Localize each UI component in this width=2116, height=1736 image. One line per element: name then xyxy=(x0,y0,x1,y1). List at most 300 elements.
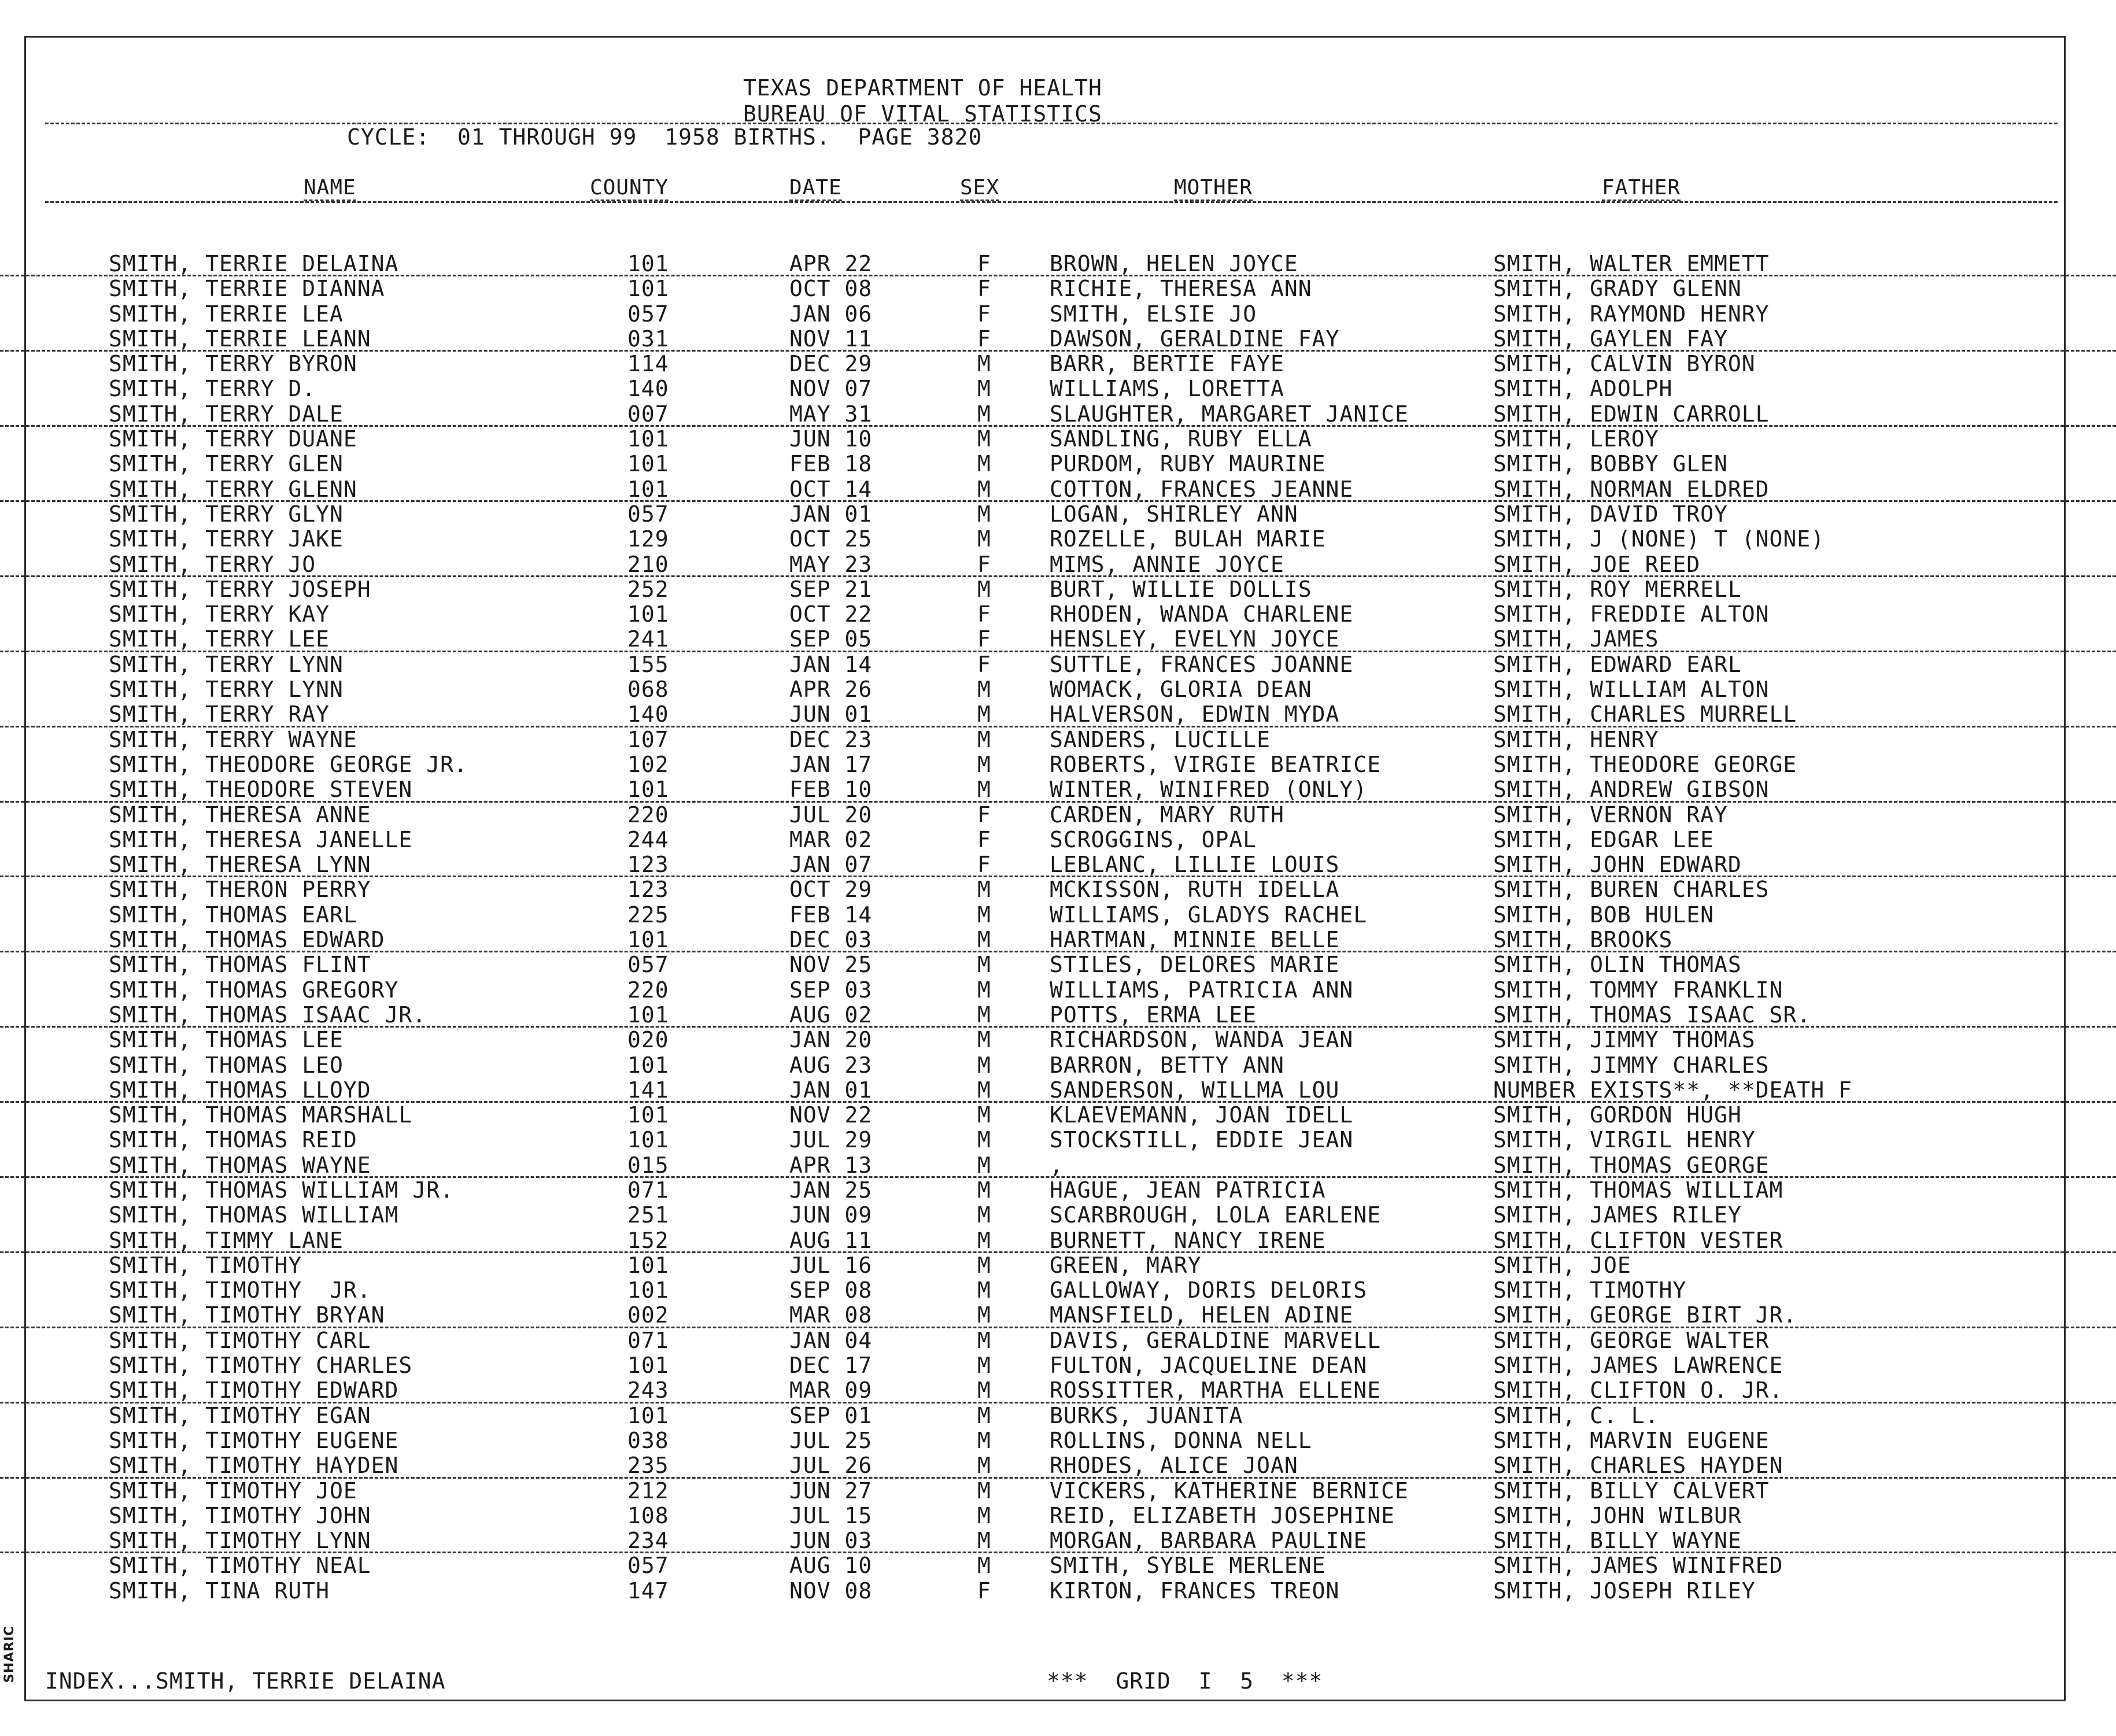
cell-mother: ROZELLE, BULAH MARIE xyxy=(1050,526,1326,552)
cycle-line: CYCLE: 01 THROUGH 99 1958 BIRTHS. PAGE 3820 xyxy=(347,124,983,150)
cell-county: 101 xyxy=(627,276,669,302)
cell-name: SMITH, THOMAS FLINT xyxy=(109,952,371,978)
cell-mother: ROSSITTER, MARTHA ELLENE xyxy=(1050,1377,1382,1403)
table-row xyxy=(0,302,2116,327)
cell-county: 101 xyxy=(627,1002,669,1028)
cell-mother: DAVIS, GERALDINE MARVELL xyxy=(1050,1327,1382,1353)
cell-county: 101 xyxy=(627,476,669,502)
cell-county: 002 xyxy=(627,1302,669,1328)
cell-date: OCT 08 xyxy=(789,276,873,302)
cell-name: SMITH, TERRY WAYNE xyxy=(109,726,357,752)
cell-mother: HAGUE, JEAN PATRICIA xyxy=(1050,1177,1326,1203)
cell-father: SMITH, BOBBY GLEN xyxy=(1493,451,1728,477)
table-row xyxy=(0,376,2116,401)
cell-father: SMITH, MARVIN EUGENE xyxy=(1493,1427,1770,1453)
cell-sex: M xyxy=(977,677,991,703)
cell-county: 068 xyxy=(627,677,669,703)
cell-sex: M xyxy=(977,877,991,903)
cell-sex: M xyxy=(977,1453,991,1479)
cell-name: SMITH, THERESA LYNN xyxy=(109,852,371,878)
cell-county: 140 xyxy=(627,701,669,727)
table-row xyxy=(0,978,2116,1003)
cell-date: DEC 17 xyxy=(789,1353,873,1379)
cell-father: SMITH, JIMMY CHARLES xyxy=(1493,1052,1770,1078)
cell-date: JUN 01 xyxy=(789,701,873,727)
cell-county: 107 xyxy=(627,726,669,752)
cell-date: MAR 02 xyxy=(789,826,873,852)
cell-sex: F xyxy=(977,852,991,878)
table-row xyxy=(0,1078,2116,1103)
column-header-rule xyxy=(45,201,2058,203)
cell-sex: M xyxy=(977,1502,991,1528)
cell-county: 101 xyxy=(627,251,669,276)
cell-father: SMITH, ANDREW GIBSON xyxy=(1493,777,1770,803)
cell-date: APR 13 xyxy=(789,1152,873,1178)
cell-sex: M xyxy=(977,1127,991,1153)
cell-date: FEB 10 xyxy=(789,777,873,803)
cell-father: SMITH, C. L. xyxy=(1493,1402,1659,1428)
table-row xyxy=(0,1253,2116,1278)
cell-county: 101 xyxy=(627,1052,669,1078)
cell-father: SMITH, J (NONE) T (NONE) xyxy=(1493,526,1825,552)
cell-father: SMITH, OLIN THOMAS xyxy=(1493,952,1742,978)
cell-father: SMITH, WALTER EMMETT xyxy=(1493,251,1770,276)
cell-mother: BARR, BERTIE FAYE xyxy=(1050,351,1284,377)
table-row xyxy=(0,552,2116,577)
cell-father: SMITH, EDGAR LEE xyxy=(1493,826,1715,852)
cell-father: SMITH, TIMOTHY xyxy=(1493,1277,1687,1303)
table-row xyxy=(0,1403,2116,1428)
cell-mother: BURNETT, NANCY IRENE xyxy=(1050,1227,1326,1253)
cell-father: SMITH, CALVIN BYRON xyxy=(1493,351,1756,377)
table-row xyxy=(0,1028,2116,1052)
cell-mother: RHODEN, WANDA CHARLENE xyxy=(1050,601,1354,627)
cell-father: SMITH, LEROY xyxy=(1493,426,1659,452)
cell-county: 102 xyxy=(627,751,669,777)
footer-grid: *** GRID I 5 *** xyxy=(1047,1668,1323,1694)
side-mark: SHARIC xyxy=(2,1626,17,1683)
cell-name: SMITH, THERESA ANNE xyxy=(109,801,371,828)
cell-county: 015 xyxy=(627,1152,669,1178)
cell-mother: HALVERSON, EDWIN MYDA xyxy=(1050,701,1340,727)
cell-mother: ROBERTS, VIRGIE BEATRICE xyxy=(1050,751,1382,777)
cell-sex: M xyxy=(977,1553,991,1579)
cell-mother: LEBLANC, LILLIE LOUIS xyxy=(1050,852,1340,878)
cell-county: 225 xyxy=(627,902,669,928)
cell-county: 101 xyxy=(627,1102,669,1128)
cell-sex: M xyxy=(977,1402,991,1428)
cell-father: SMITH, THEODORE GEORGE xyxy=(1493,751,1797,777)
cell-mother: BURKS, JUANITA xyxy=(1050,1402,1243,1428)
table-row xyxy=(0,1203,2116,1228)
cell-name: SMITH, TERRY GLEN xyxy=(109,451,344,477)
cell-father: SMITH, JOE REED xyxy=(1493,551,1701,577)
cell-sex: M xyxy=(977,1202,991,1228)
cell-date: AUG 11 xyxy=(789,1227,873,1253)
cell-sex: M xyxy=(977,751,991,777)
cell-father: SMITH, JAMES RILEY xyxy=(1493,1202,1742,1228)
cell-mother: ROLLINS, DONNA NELL xyxy=(1050,1427,1312,1453)
cell-mother: SANDERS, LUCILLE xyxy=(1050,726,1271,752)
cell-county: 123 xyxy=(627,852,669,878)
cell-father: SMITH, WILLIAM ALTON xyxy=(1493,677,1770,703)
cell-date: AUG 23 xyxy=(789,1052,873,1078)
table-row xyxy=(0,803,2116,828)
cell-father: SMITH, CHARLES HAYDEN xyxy=(1493,1453,1783,1479)
cell-name: SMITH, TIMOTHY JOE xyxy=(109,1478,357,1504)
cell-date: APR 26 xyxy=(789,677,873,703)
cell-date: JAN 25 xyxy=(789,1177,873,1203)
cell-name: SMITH, THOMAS WAYNE xyxy=(109,1152,371,1178)
cell-county: 101 xyxy=(627,601,669,627)
cell-mother: PURDOM, RUBY MAURINE xyxy=(1050,451,1326,477)
cell-sex: M xyxy=(977,426,991,452)
cell-county: 057 xyxy=(627,952,669,978)
table-row xyxy=(0,1278,2116,1303)
cell-date: JUL 29 xyxy=(789,1127,873,1153)
cell-sex: M xyxy=(977,1027,991,1053)
cell-date: DEC 23 xyxy=(789,726,873,752)
cell-county: 234 xyxy=(627,1528,669,1554)
cell-mother: SCROGGINS, OPAL xyxy=(1050,826,1257,852)
cell-sex: M xyxy=(977,1152,991,1178)
cell-father: SMITH, EDWIN CARROLL xyxy=(1493,401,1770,427)
cell-county: 101 xyxy=(627,1252,669,1278)
cell-mother: SCARBROUGH, LOLA EARLENE xyxy=(1050,1202,1382,1228)
cell-mother: CARDEN, MARY RUTH xyxy=(1050,801,1284,828)
cell-county: 252 xyxy=(627,576,669,602)
cell-date: OCT 14 xyxy=(789,476,873,502)
table-row xyxy=(0,1479,2116,1504)
cell-sex: M xyxy=(977,1102,991,1128)
cell-county: 007 xyxy=(627,401,669,427)
cell-date: JUL 20 xyxy=(789,801,873,828)
table-row xyxy=(0,852,2116,877)
cell-date: JUL 16 xyxy=(789,1252,873,1278)
cell-sex: M xyxy=(977,777,991,803)
cell-name: SMITH, THEODORE GEORGE JR. xyxy=(109,751,468,777)
cell-name: SMITH, TIMOTHY CARL xyxy=(109,1327,371,1353)
cell-county: 212 xyxy=(627,1478,669,1504)
cell-date: OCT 29 xyxy=(789,877,873,903)
table-row xyxy=(0,1228,2116,1253)
table-row xyxy=(0,777,2116,802)
cell-sex: M xyxy=(977,927,991,953)
table-row xyxy=(0,727,2116,752)
cell-sex: M xyxy=(977,977,991,1003)
cell-county: 114 xyxy=(627,351,669,377)
cell-name: SMITH, THERESA JANELLE xyxy=(109,826,413,852)
cell-date: AUG 10 xyxy=(789,1553,873,1579)
cell-mother: KLAEVEMANN, JOAN IDELL xyxy=(1050,1102,1354,1128)
cell-county: 031 xyxy=(627,326,669,352)
cell-name: SMITH, TERRIE LEA xyxy=(109,301,344,327)
table-row xyxy=(0,1428,2116,1453)
cell-name: SMITH, TERRIE DELAINA xyxy=(109,251,399,276)
table-row xyxy=(0,1053,2116,1078)
cell-father: SMITH, JAMES xyxy=(1493,626,1659,652)
cell-county: 020 xyxy=(627,1027,669,1053)
cell-father: NUMBER EXISTS**, **DEATH F xyxy=(1493,1077,1852,1103)
table-row xyxy=(0,828,2116,852)
table-row xyxy=(0,276,2116,301)
table-row xyxy=(0,627,2116,652)
cell-mother: STILES, DELORES MARIE xyxy=(1050,952,1340,978)
records-list xyxy=(0,252,2116,1604)
cell-date: SEP 08 xyxy=(789,1277,873,1303)
cell-father: SMITH, BILLY CALVERT xyxy=(1493,1478,1770,1504)
cell-name: SMITH, TERRY JO xyxy=(109,551,316,577)
cell-name: SMITH, TIMOTHY xyxy=(109,1252,302,1278)
cell-mother: COTTON, FRANCES JEANNE xyxy=(1050,476,1354,502)
cell-county: 152 xyxy=(627,1227,669,1253)
cell-date: MAY 31 xyxy=(789,401,873,427)
cell-sex: M xyxy=(977,952,991,978)
table-row xyxy=(0,752,2116,777)
cell-father: SMITH, TOMMY FRANKLIN xyxy=(1493,977,1783,1003)
cell-date: JUL 15 xyxy=(789,1502,873,1528)
cell-father: SMITH, BOB HULEN xyxy=(1493,902,1715,928)
cell-mother: WOMACK, GLORIA DEAN xyxy=(1050,677,1312,703)
cell-sex: M xyxy=(977,1077,991,1103)
cell-sex: M xyxy=(977,701,991,727)
cell-father: SMITH, CLIFTON VESTER xyxy=(1493,1227,1783,1253)
table-row xyxy=(0,527,2116,552)
cell-date: JUN 10 xyxy=(789,426,873,452)
cell-mother: WILLIAMS, PATRICIA ANN xyxy=(1050,977,1354,1003)
cell-mother: WINTER, WINIFRED (ONLY) xyxy=(1050,777,1368,803)
table-row xyxy=(0,702,2116,727)
cell-sex: M xyxy=(977,902,991,928)
cell-father: SMITH, JAMES LAWRENCE xyxy=(1493,1353,1783,1379)
cell-sex: M xyxy=(977,1177,991,1203)
cell-date: MAY 23 xyxy=(789,551,873,577)
cell-father: SMITH, FREDDIE ALTON xyxy=(1493,601,1770,627)
cell-sex: F xyxy=(977,651,991,677)
cell-date: FEB 18 xyxy=(789,451,873,477)
cell-sex: F xyxy=(977,601,991,627)
table-row xyxy=(0,1504,2116,1528)
cell-sex: M xyxy=(977,1302,991,1328)
cell-date: JUN 03 xyxy=(789,1528,873,1554)
column-header-county: COUNTY xyxy=(590,176,669,201)
cell-name: SMITH, TIMOTHY HAYDEN xyxy=(109,1453,399,1479)
cell-sex: M xyxy=(977,1377,991,1403)
cell-name: SMITH, TERRY DALE xyxy=(109,401,344,427)
table-row xyxy=(0,477,2116,502)
cell-name: SMITH, TIMOTHY JOHN xyxy=(109,1502,371,1528)
cell-mother: POTTS, ERMA LEE xyxy=(1050,1002,1257,1028)
cell-sex: M xyxy=(977,1052,991,1078)
cell-county: 071 xyxy=(627,1327,669,1353)
cell-sex: M xyxy=(977,1227,991,1253)
cell-date: JAN 01 xyxy=(789,501,873,527)
cell-mother: SANDLING, RUBY ELLA xyxy=(1050,426,1312,452)
cell-date: FEB 14 xyxy=(789,902,873,928)
column-header-date: DATE xyxy=(789,176,842,201)
cell-sex: M xyxy=(977,401,991,427)
cell-date: SEP 05 xyxy=(789,626,873,652)
cell-mother: SLAUGHTER, MARGARET JANICE xyxy=(1050,401,1409,427)
cell-name: SMITH, TINA RUTH xyxy=(109,1578,330,1604)
cell-mother: , xyxy=(1050,1152,1063,1178)
cell-date: NOV 11 xyxy=(789,326,873,352)
cell-father: SMITH, GAYLEN FAY xyxy=(1493,326,1728,352)
cell-name: SMITH, TERRY LEE xyxy=(109,626,330,652)
cell-mother: LOGAN, SHIRLEY ANN xyxy=(1050,501,1298,527)
cell-date: JAN 20 xyxy=(789,1027,873,1053)
table-row xyxy=(0,452,2116,477)
table-row xyxy=(0,577,2116,602)
cell-name: SMITH, THOMAS WILLIAM xyxy=(109,1202,399,1228)
cell-mother: SMITH, SYBLE MERLENE xyxy=(1050,1553,1326,1579)
cell-name: SMITH, TIMOTHY JR. xyxy=(109,1277,371,1303)
cell-father: SMITH, JAMES WINIFRED xyxy=(1493,1553,1783,1579)
cell-county: 101 xyxy=(627,927,669,953)
cell-mother: MANSFIELD, HELEN ADINE xyxy=(1050,1302,1354,1328)
cell-name: SMITH, THOMAS LEE xyxy=(109,1027,344,1053)
cell-county: 101 xyxy=(627,1402,669,1428)
cell-name: SMITH, TIMMY LANE xyxy=(109,1227,344,1253)
cell-date: SEP 21 xyxy=(789,576,873,602)
table-row xyxy=(0,928,2116,952)
cell-name: SMITH, TIMOTHY CHARLES xyxy=(109,1353,413,1379)
cell-father: SMITH, THOMAS WILLIAM xyxy=(1493,1177,1783,1203)
cell-date: NOV 08 xyxy=(789,1578,873,1604)
cell-mother: KIRTON, FRANCES TREON xyxy=(1050,1578,1340,1604)
cell-county: 057 xyxy=(627,1553,669,1579)
cell-mother: VICKERS, KATHERINE BERNICE xyxy=(1050,1478,1409,1504)
cell-father: SMITH, CHARLES MURRELL xyxy=(1493,701,1797,727)
cell-name: SMITH, TERRY GLENN xyxy=(109,476,357,502)
cell-father: SMITH, VERNON RAY xyxy=(1493,801,1728,828)
cell-sex: F xyxy=(977,301,991,327)
table-row xyxy=(0,677,2116,702)
cell-date: DEC 29 xyxy=(789,351,873,377)
cell-county: 210 xyxy=(627,551,669,577)
table-row xyxy=(0,1153,2116,1178)
cell-mother: DAWSON, GERALDINE FAY xyxy=(1050,326,1340,352)
table-row xyxy=(0,952,2116,977)
cell-father: SMITH, GEORGE BIRT JR. xyxy=(1493,1302,1797,1328)
cell-sex: M xyxy=(977,576,991,602)
cell-father: SMITH, BUREN CHARLES xyxy=(1493,877,1770,903)
agency-title: TEXAS DEPARTMENT OF HEALTH xyxy=(743,75,1102,101)
cell-mother: WILLIAMS, GLADYS RACHEL xyxy=(1050,902,1368,928)
column-header-mother: MOTHER xyxy=(1174,176,1253,201)
cell-date: JAN 14 xyxy=(789,651,873,677)
cell-sex: M xyxy=(977,1002,991,1028)
cell-mother: HARTMAN, MINNIE BELLE xyxy=(1050,927,1340,953)
cell-mother: RICHIE, THERESA ANN xyxy=(1050,276,1312,302)
cell-sex: F xyxy=(977,826,991,852)
cell-father: SMITH, CLIFTON O. JR. xyxy=(1493,1377,1783,1403)
cell-mother: WILLIAMS, LORETTA xyxy=(1050,376,1284,402)
cell-sex: F xyxy=(977,551,991,577)
cell-sex: F xyxy=(977,326,991,352)
cell-sex: M xyxy=(977,1478,991,1504)
table-row xyxy=(0,502,2116,527)
cell-county: 251 xyxy=(627,1202,669,1228)
table-row xyxy=(0,1579,2116,1604)
cell-mother: SUTTLE, FRANCES JOANNE xyxy=(1050,651,1354,677)
cell-date: OCT 25 xyxy=(789,526,873,552)
cell-name: SMITH, TERRY JAKE xyxy=(109,526,344,552)
cell-sex: F xyxy=(977,626,991,652)
cell-father: SMITH, THOMAS ISAAC SR. xyxy=(1493,1002,1811,1028)
cell-date: JAN 17 xyxy=(789,751,873,777)
cell-name: SMITH, THOMAS REID xyxy=(109,1127,357,1153)
cell-sex: M xyxy=(977,376,991,402)
cell-date: JAN 06 xyxy=(789,301,873,327)
cell-mother: RICHARDSON, WANDA JEAN xyxy=(1050,1027,1354,1053)
cell-mother: STOCKSTILL, EDDIE JEAN xyxy=(1050,1127,1354,1153)
cell-father: SMITH, BROOKS xyxy=(1493,927,1673,953)
table-row xyxy=(0,402,2116,427)
cell-date: JAN 07 xyxy=(789,852,873,878)
cell-name: SMITH, TERRY LYNN xyxy=(109,651,344,677)
cell-father: SMITH, JOHN WILBUR xyxy=(1493,1502,1742,1528)
table-row xyxy=(0,1103,2116,1128)
cell-date: SEP 01 xyxy=(789,1402,873,1428)
cell-name: SMITH, THOMAS GREGORY xyxy=(109,977,399,1003)
cell-county: 071 xyxy=(627,1177,669,1203)
cell-father: SMITH, JOHN EDWARD xyxy=(1493,852,1742,878)
cell-father: SMITH, NORMAN ELDRED xyxy=(1493,476,1770,502)
cell-mother: BARRON, BETTY ANN xyxy=(1050,1052,1284,1078)
cell-mother: FULTON, JACQUELINE DEAN xyxy=(1050,1353,1368,1379)
table-row xyxy=(0,352,2116,376)
cell-father: SMITH, BILLY WAYNE xyxy=(1493,1528,1742,1554)
cell-father: SMITH, ROY MERRELL xyxy=(1493,576,1742,602)
cell-county: 057 xyxy=(627,301,669,327)
cell-county: 101 xyxy=(627,1127,669,1153)
cell-father: SMITH, GEORGE WALTER xyxy=(1493,1327,1770,1353)
cell-name: SMITH, THOMAS WILLIAM JR. xyxy=(109,1177,454,1203)
table-row xyxy=(0,1303,2116,1328)
cell-mother: SANDERSON, WILLMA LOU xyxy=(1050,1077,1340,1103)
cell-father: SMITH, THOMAS GEORGE xyxy=(1493,1152,1770,1178)
table-row xyxy=(0,252,2116,276)
cell-county: 243 xyxy=(627,1377,669,1403)
cell-county: 038 xyxy=(627,1427,669,1453)
table-row xyxy=(0,427,2116,452)
cell-county: 101 xyxy=(627,1277,669,1303)
cell-county: 101 xyxy=(627,426,669,452)
cell-mother: MCKISSON, RUTH IDELLA xyxy=(1050,877,1340,903)
cell-father: SMITH, GORDON HUGH xyxy=(1493,1102,1742,1128)
cell-name: SMITH, THEODORE STEVEN xyxy=(109,777,413,803)
cell-sex: M xyxy=(977,1277,991,1303)
cell-name: SMITH, THOMAS LEO xyxy=(109,1052,344,1078)
table-row xyxy=(0,1353,2116,1378)
cell-date: APR 22 xyxy=(789,251,873,276)
table-row xyxy=(0,903,2116,928)
cell-name: SMITH, TERRY BYRON xyxy=(109,351,357,377)
table-row xyxy=(0,1128,2116,1153)
footer-index: INDEX...SMITH, TERRIE DELAINA xyxy=(45,1668,446,1694)
cell-county: 057 xyxy=(627,501,669,527)
table-row xyxy=(0,1178,2116,1203)
cell-date: OCT 22 xyxy=(789,601,873,627)
cell-mother: BROWN, HELEN JOYCE xyxy=(1050,251,1298,276)
cell-county: 244 xyxy=(627,826,669,852)
cell-date: JAN 04 xyxy=(789,1327,873,1353)
cell-sex: F xyxy=(977,1578,991,1604)
cell-date: JUL 26 xyxy=(789,1453,873,1479)
cell-county: 155 xyxy=(627,651,669,677)
table-row xyxy=(0,1003,2116,1028)
